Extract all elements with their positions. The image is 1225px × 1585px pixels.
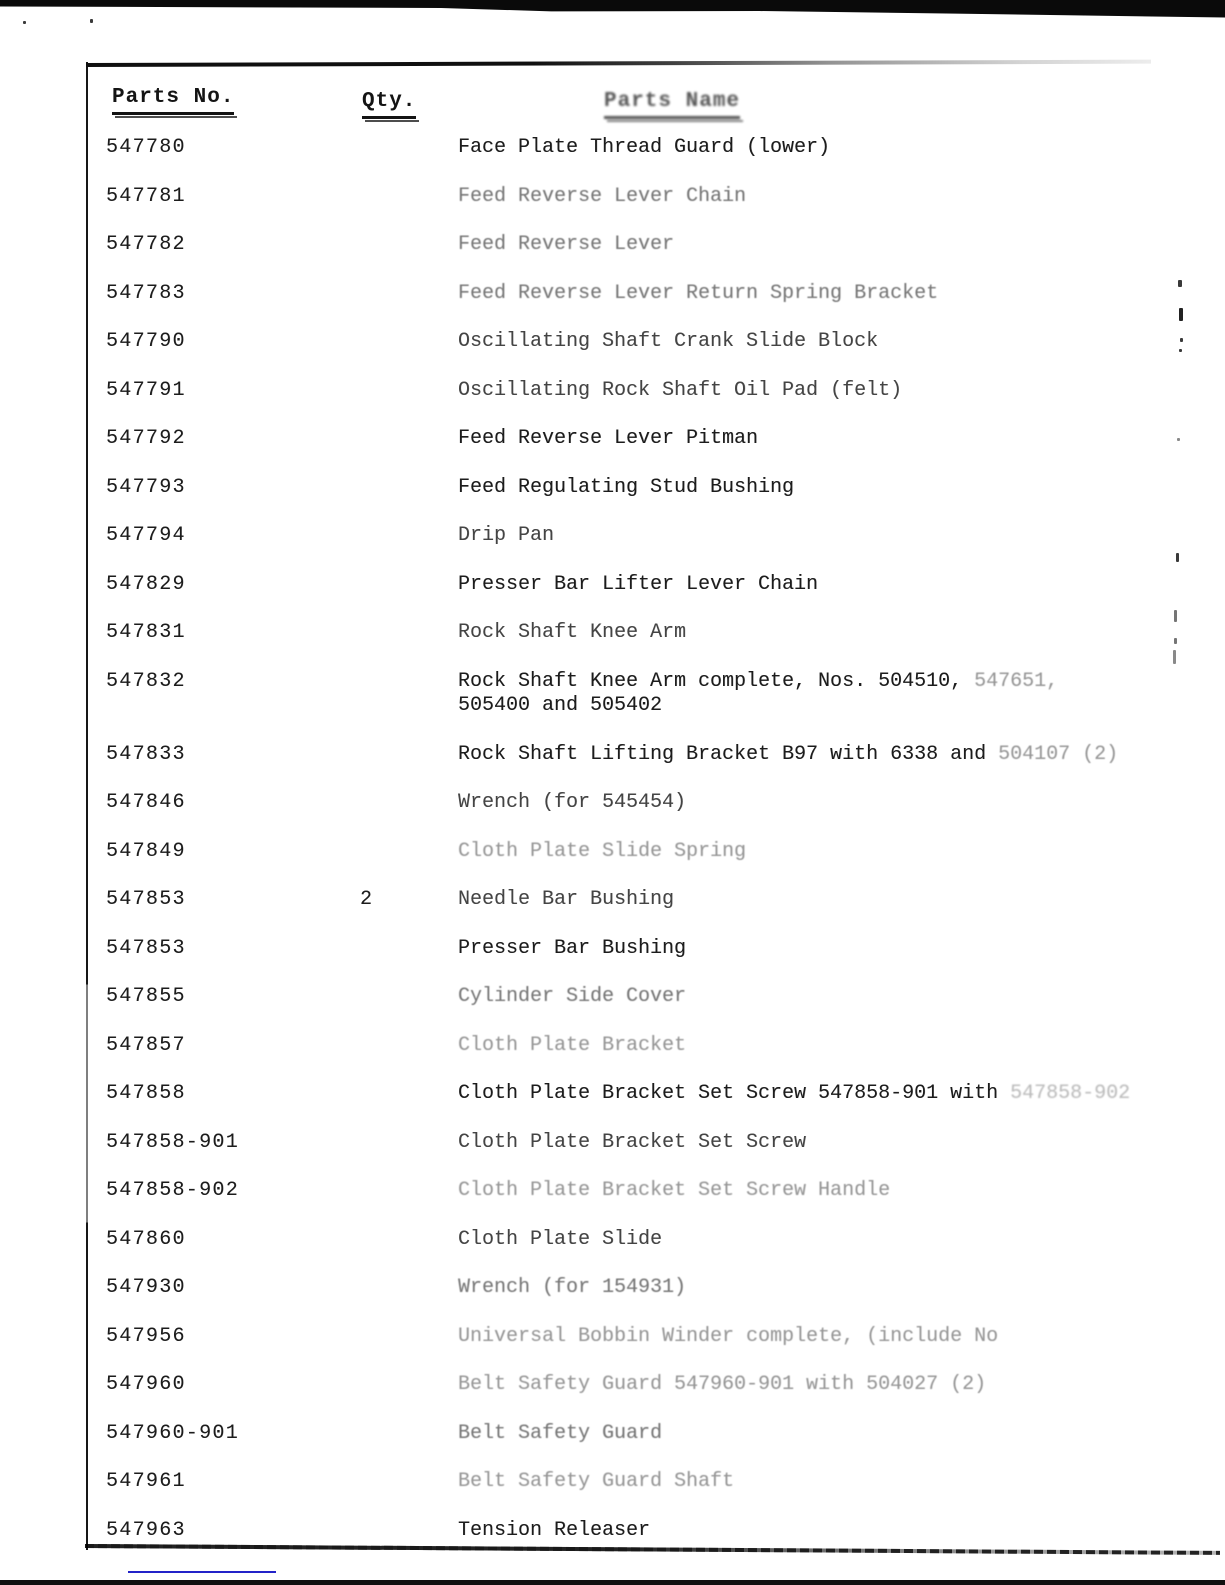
parts-no-cell: 547858 — [106, 1082, 186, 1105]
parts-name-text: Cylinder Side Cover — [458, 985, 687, 1008]
parts-name-cell — [458, 1276, 1215, 1301]
parts-name-cell — [458, 282, 1215, 307]
parts-name-text: Rock Shaft Lifting Bracket B97 with 6338 and — [458, 742, 987, 766]
parts-name-cell — [458, 233, 1215, 258]
parts-name-text: Feed Reverse Lever Chain — [458, 184, 747, 208]
table-row — [0, 185, 1225, 234]
qty-cell: 2 — [360, 888, 373, 911]
column-header-qty — [362, 90, 416, 119]
parts-name-text: Cloth Plate Bracket Set Screw 547858-901 with — [458, 1082, 999, 1105]
parts-no-cell: 547956 — [106, 1324, 186, 1348]
parts-name-cell — [458, 185, 1215, 210]
parts-name-cell — [458, 573, 1215, 598]
table-row — [0, 1179, 1225, 1228]
parts-name-second-line: 505400 and 505402 — [458, 694, 663, 717]
parts-no-cell: 547860 — [106, 1227, 186, 1251]
parts-name-cell — [458, 379, 1215, 404]
parts-name-text: Drip Pan — [458, 524, 555, 547]
column-header-parts-no — [112, 86, 234, 115]
parts-no-cell: 547780 — [106, 136, 186, 159]
parts-name-cell — [458, 1373, 1215, 1398]
parts-no-cell: 547791 — [106, 378, 186, 402]
parts-no-cell: 547793 — [106, 475, 186, 499]
parts-no-cell: 547846 — [106, 791, 186, 814]
parts-name-cell — [458, 743, 1215, 768]
parts-name-text: Wrench (for 154931) — [458, 1276, 687, 1299]
parts-name-cell — [458, 840, 1215, 865]
parts-no-cell: 547833 — [106, 742, 186, 766]
parts-no-cell: 547783 — [106, 281, 186, 305]
parts-name-cell — [458, 330, 1215, 355]
parts-no-cell: 547930 — [106, 1276, 186, 1299]
parts-no-cell: 547853 — [106, 888, 186, 911]
parts-name-text: Oscillating Shaft Crank Slide Block — [458, 330, 879, 353]
parts-name-faded-tail: 547651, — [962, 669, 1059, 693]
parts-name-cell — [458, 670, 1215, 719]
table-row — [0, 1422, 1225, 1471]
parts-no-cell: 547858-902 — [106, 1179, 240, 1202]
parts-name-text: Feed Reverse Lever Return Spring Bracket — [458, 281, 939, 305]
table-row — [0, 524, 1225, 573]
parts-name-text: Oscillating Rock Shaft Oil Pad (felt) — [458, 378, 903, 402]
scan-artifact-top-bar — [0, 0, 1225, 19]
parts-name-cell — [458, 1519, 1215, 1544]
table-row — [0, 379, 1225, 428]
parts-no-cell: 547831 — [106, 621, 186, 644]
parts-table — [0, 136, 1225, 1567]
table-row — [0, 233, 1225, 282]
table-row — [0, 1131, 1225, 1180]
column-header-parts-no-label: Parts No. — [112, 86, 234, 115]
scan-speck — [90, 19, 93, 23]
parts-name-cell — [458, 427, 1215, 452]
parts-name-cell — [458, 1325, 1215, 1350]
table-row — [0, 840, 1225, 889]
parts-name-cell — [458, 985, 1215, 1010]
parts-name-text: Cloth Plate Bracket Set Screw Handle — [458, 1179, 891, 1202]
table-row — [0, 573, 1225, 622]
table-row — [0, 1373, 1225, 1422]
parts-name-text: Rock Shaft Knee Arm complete, Nos. 504510, — [458, 669, 963, 693]
parts-name-text: Tension Releaser — [458, 1518, 651, 1542]
parts-no-cell: 547792 — [106, 427, 186, 450]
table-row — [0, 888, 1225, 937]
table-row — [0, 282, 1225, 331]
parts-name-text: Universal Bobbin Winder complete, (include No — [458, 1324, 999, 1348]
table-row — [0, 136, 1225, 185]
parts-name-text: Belt Safety Guard 547960-901 with 504027 (2) — [458, 1373, 987, 1396]
parts-no-cell: 547858-901 — [106, 1130, 240, 1154]
parts-name-text: Presser Bar Bushing — [458, 936, 687, 960]
parts-name-text: Needle Bar Bushing — [458, 888, 675, 911]
parts-no-cell: 547781 — [106, 184, 186, 208]
column-header-qty-label: Qty. — [362, 90, 416, 119]
table-row — [0, 1470, 1225, 1519]
parts-name-cell — [458, 476, 1215, 501]
table-row — [0, 476, 1225, 525]
scan-speck — [23, 21, 26, 24]
parts-name-cell — [458, 1179, 1215, 1204]
table-row — [0, 1082, 1225, 1131]
parts-name-text: Face Plate Thread Guard (lower) — [458, 136, 831, 159]
parts-name-cell — [458, 1422, 1215, 1447]
parts-name-text: Belt Safety Guard Shaft — [458, 1470, 735, 1493]
parts-name-cell — [458, 937, 1215, 962]
parts-no-cell: 547782 — [106, 233, 186, 256]
table-row — [0, 1276, 1225, 1325]
parts-name-text: Cloth Plate Slide Spring — [458, 839, 747, 863]
table-row — [0, 1519, 1225, 1568]
table-row — [0, 743, 1225, 792]
parts-name-text: Feed Reverse Lever Pitman — [458, 427, 759, 450]
parts-no-cell: 547961 — [106, 1470, 186, 1493]
parts-name-cell — [458, 888, 1215, 913]
parts-name-cell — [458, 1131, 1215, 1156]
table-border-top — [86, 60, 1151, 67]
scan-artifact-blue-line — [128, 1571, 276, 1573]
table-row — [0, 1325, 1225, 1374]
table-row — [0, 621, 1225, 670]
scan-artifact-bottom-bar — [0, 1580, 1225, 1585]
parts-name-text: Feed Reverse Lever — [458, 233, 675, 256]
parts-no-cell: 547857 — [106, 1033, 186, 1057]
parts-name-cell — [458, 136, 1215, 161]
parts-name-cell — [458, 524, 1215, 549]
table-row — [0, 670, 1225, 743]
table-row — [0, 985, 1225, 1034]
parts-name-faded-tail: 504107 (2) — [986, 742, 1119, 766]
parts-name-text: Belt Safety Guard — [458, 1421, 663, 1445]
table-row — [0, 1228, 1225, 1277]
parts-name-text: Feed Regulating Stud Bushing — [458, 475, 795, 499]
parts-no-cell: 547963 — [106, 1518, 186, 1542]
table-row — [0, 937, 1225, 986]
parts-name-cell — [458, 1470, 1215, 1495]
column-header-parts-name-label: Parts Name — [604, 90, 740, 119]
parts-name-faded-tail: 547858-902 — [998, 1082, 1131, 1105]
parts-no-cell: 547790 — [106, 330, 186, 353]
column-header-parts-name — [604, 90, 740, 119]
parts-name-text: Rock Shaft Knee Arm — [458, 621, 687, 644]
parts-no-cell: 547855 — [106, 985, 186, 1008]
parts-no-cell: 547829 — [106, 572, 186, 596]
parts-name-text: Wrench (for 545454) — [458, 791, 687, 814]
parts-no-cell: 547794 — [106, 524, 186, 547]
parts-name-cell — [458, 621, 1215, 646]
table-row — [0, 1034, 1225, 1083]
parts-no-cell: 547832 — [106, 669, 186, 693]
parts-no-cell: 547960-901 — [106, 1421, 240, 1445]
parts-name-cell — [458, 1082, 1215, 1107]
parts-no-cell: 547960 — [106, 1373, 186, 1396]
parts-name-cell — [458, 1034, 1215, 1059]
parts-name-text: Cloth Plate Slide — [458, 1227, 663, 1251]
parts-name-text: Cloth Plate Bracket — [458, 1033, 687, 1057]
parts-no-cell: 547853 — [106, 936, 186, 960]
table-row — [0, 330, 1225, 379]
table-row — [0, 427, 1225, 476]
table-row — [0, 791, 1225, 840]
parts-name-cell — [458, 1228, 1215, 1253]
parts-name-text: Presser Bar Lifter Lever Chain — [458, 572, 819, 596]
parts-no-cell: 547849 — [106, 839, 186, 863]
parts-name-text: Cloth Plate Bracket Set Screw — [458, 1130, 807, 1154]
parts-name-cell — [458, 791, 1215, 816]
